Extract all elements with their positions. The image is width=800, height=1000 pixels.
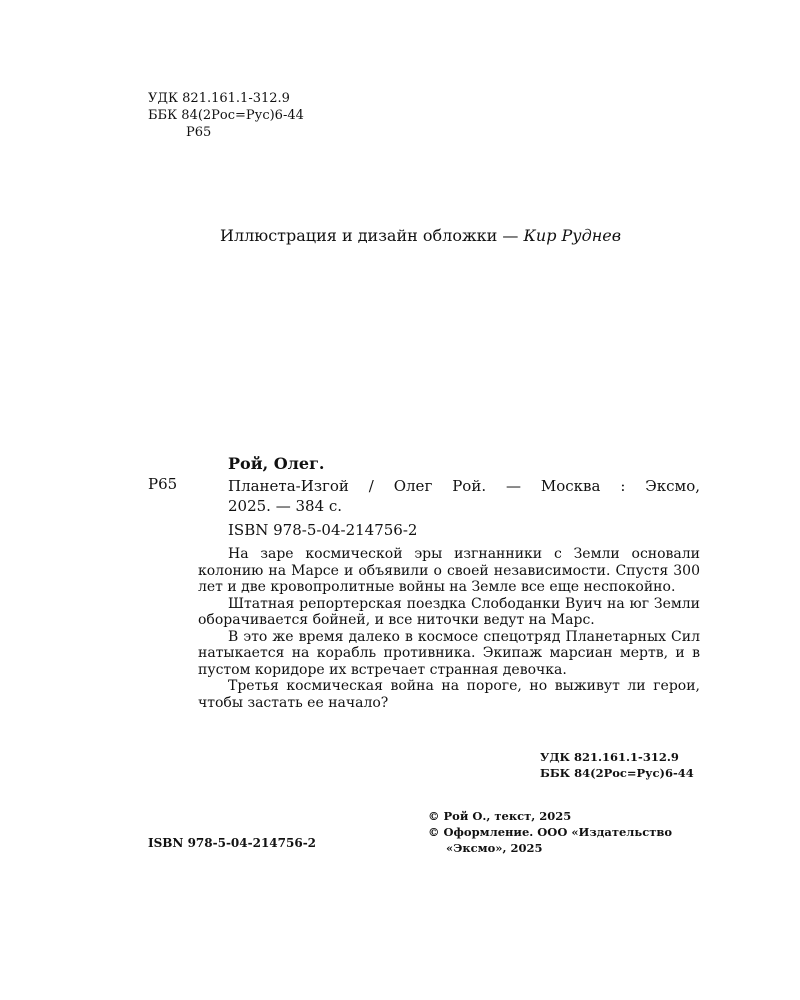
record-author-sign: Р65 [148, 475, 178, 493]
copyright-publisher: «Эксмо», 2025 [446, 841, 543, 855]
udk-code: УДК 821.161.1-312.9 [148, 91, 290, 106]
annotation-paragraph: Третья космическая война на пороге, но выживут ли герои, чтобы застать ее начало? [198, 678, 700, 711]
copyright-text: © Рой О., текст, 2025 [428, 809, 572, 823]
annotation-paragraph: В это же время далеко в космосе спецотряд Планетарных Сил натыкается на корабль противника. Экипаж марсиан мертв, и в пустом коридоре их встречает странная девочка. [198, 628, 700, 678]
copyright-block [428, 808, 672, 856]
author-sign: Р65 [186, 125, 212, 140]
udk-code-bottom: УДК 821.161.1-312.9 [540, 750, 679, 764]
annotation-paragraph: Штатная репортерская поездка Слободанки Вуич на юг Земли оборачивается бойней, и все ниточки ведут на Марс. [198, 595, 700, 628]
record-title-line-2: 2025. — 384 с. [228, 497, 343, 515]
classification-bottom-block [540, 749, 694, 781]
annotation-paragraph: На заре космической эры изгнанники с Земли основали колонию на Марсе и объявили о своей независимости. Спустя 300 лет и две кровопролитные войны на Земле все еще неспокойно. [198, 546, 700, 595]
record-title-line-1: Планета-Изгой / Олег Рой. — Москва : Эксмо, [228, 477, 700, 495]
isbn-bottom: ISBN 978-5-04-214756-2 [148, 836, 317, 850]
bibliographic-record [228, 454, 700, 544]
bbk-code: ББК 84(2Рос=Рус)6-44 [148, 108, 304, 123]
classification-top-block [148, 90, 304, 141]
copyright-design: © Оформление. ООО «Издательство [428, 825, 672, 839]
bbk-code-bottom: ББК 84(2Рос=Рус)6-44 [540, 766, 694, 780]
illustration-artist: Кир Руднев [523, 226, 622, 245]
illustration-credit [220, 226, 621, 246]
record-author: Рой, Олег. [228, 454, 325, 473]
record-isbn: ISBN 978-5-04-214756-2 [228, 521, 418, 539]
annotation [198, 546, 700, 711]
illustration-label: Иллюстрация и дизайн обложки — [220, 226, 524, 245]
